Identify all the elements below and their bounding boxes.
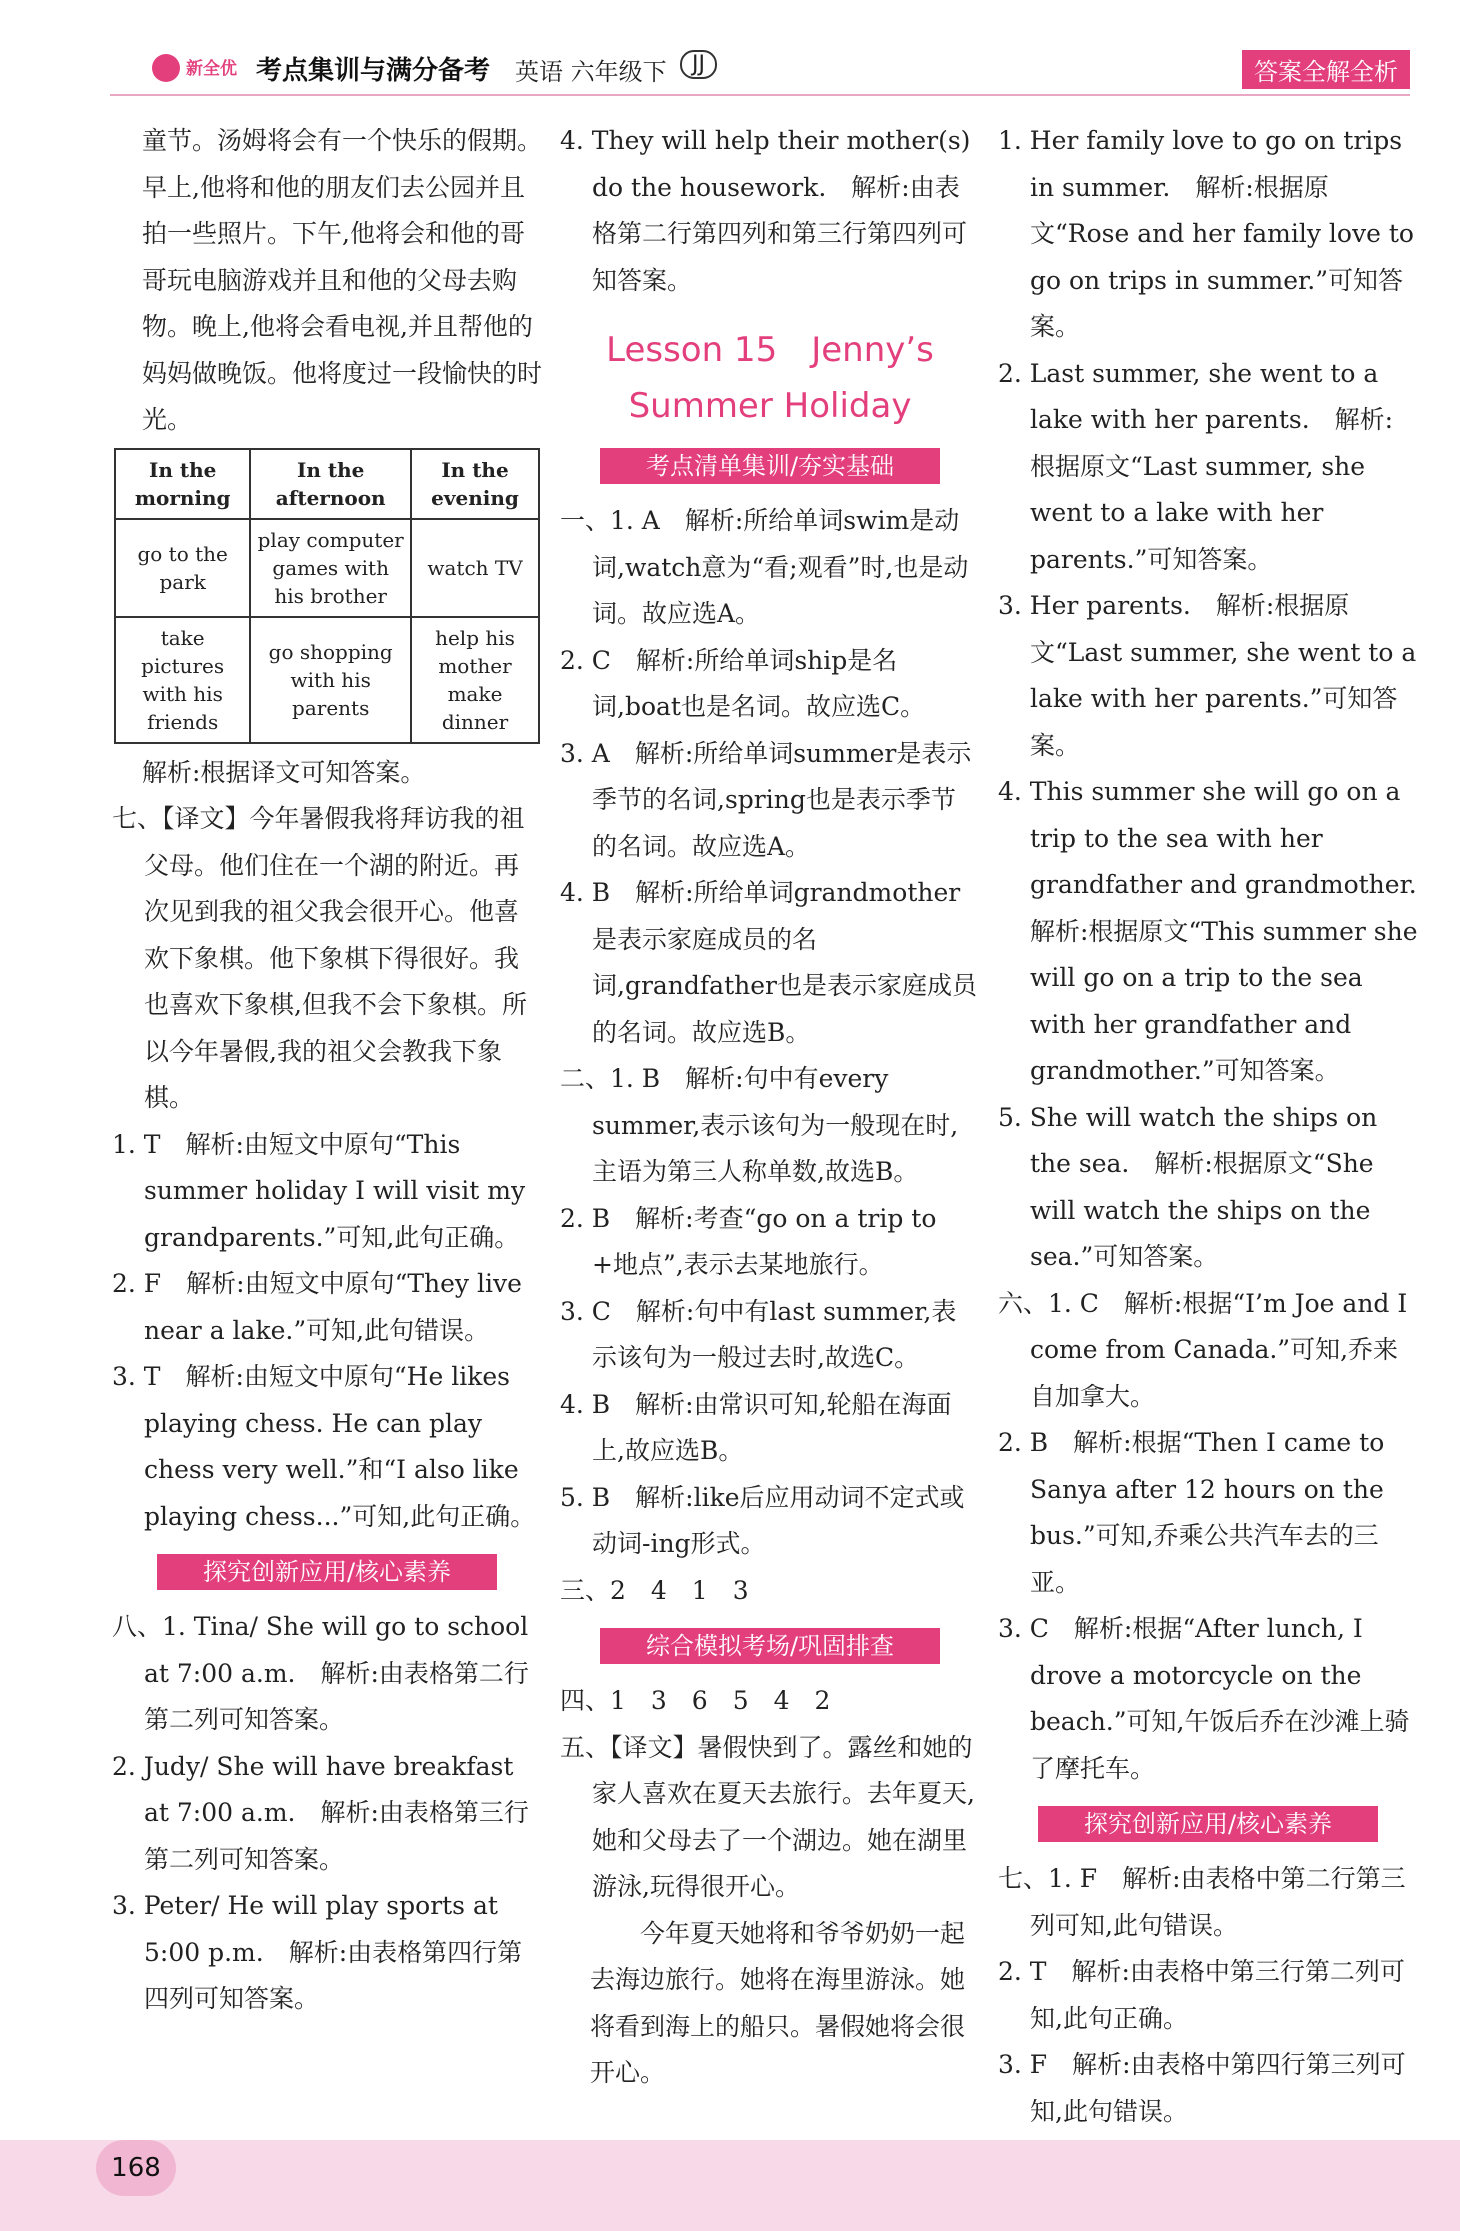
brand-logo-text: 新全优	[186, 59, 237, 79]
section-band: 探究创新应用/核心素养	[157, 1554, 497, 1590]
table-header-row	[115, 449, 539, 519]
page-number: 168	[96, 2140, 176, 2196]
answer-item: 三、2 4 1 3	[560, 1575, 749, 1605]
answer-item: 3. C 解析:句中有last summer,表示该句为一般过去时,故选C。	[560, 1296, 957, 1372]
answer-item: 二、1. B 解析:句中有every summer,表示该句为一般现在时,主语为第三人称单数,故选B。	[560, 1064, 959, 1186]
answer-item: 1. T 解析:由短文中原句“This summer holiday I will visit my grandparents.”可知,此句正确。	[112, 1129, 526, 1252]
footer-pattern	[0, 2140, 1460, 2231]
answer-item: 3. A 解析:所给单词summer是表示季节的名词,spring也是表示季节的名词。故应选A。	[560, 738, 972, 861]
section-band: 综合模拟考场/巩固排查	[600, 1628, 940, 1664]
answer-item: 3. F 解析:由表格中第四行第三列可知,此句错误。	[998, 2050, 1406, 2126]
table-row	[115, 519, 539, 617]
table-header-cell: In the afternoon	[250, 449, 411, 519]
answer-item: 2. T 解析:由表格中第三行第二列可知,此句正确。	[998, 1957, 1405, 2033]
translation-text: 五、【译文】暑假快到了。露丝和她的家人喜欢在夏天去旅行。去年夏天,她和父母去了一个湖边。她在湖里游泳,玩得很开心。	[560, 1732, 975, 1901]
answer-item: 3. C 解析:根据“After lunch, I drove a motorcycle on the beach.”可知,午饭后乔在沙滩上骑了摩托车。	[998, 1614, 1410, 1783]
answer-item: 3. Peter/ He will play sports at 5:00 p.m. 解析:由表格第四行第四列可知答案。	[112, 1891, 523, 2013]
lesson-title-line: Summer Holiday	[628, 386, 912, 426]
schedule-table	[114, 448, 540, 744]
table-cell: take pictures with his friends	[115, 617, 250, 743]
answer-item: 4. B 解析:所给单词grandmother是表示家庭成员的名词,grandfather也是表示家庭成员的名词。故应选B。	[560, 878, 977, 1047]
column-middle	[560, 118, 980, 2097]
edition-badge: JJ	[680, 50, 717, 79]
answer-item: 八、1. Tina/ She will go to school at 7:00 a.m. 解析:由表格第二行第二列可知答案。	[112, 1612, 529, 1734]
answer-section-tag: 答案全解全析	[1242, 50, 1410, 89]
answer-item: 2. Judy/ She will have breakfast at 7:00 a.m. 解析:由表格第三行第二列可知答案。	[112, 1751, 529, 1874]
answer-item: 2. F 解析:由短文中原句“They live near a lake.”可知,此句错误。	[112, 1269, 522, 1345]
answer-item: 4. They will help their mother(s) do the housework. 解析:由表格第二行第四列和第三行第四列可知答案。	[560, 126, 971, 295]
translation-text: 童节。汤姆将会有一个快乐的假期。早上,他将和他的朋友们去公园并且拍一些照片。下午,他将会和他的哥哥玩电脑游戏并且和他的父母去购物。晚上,他将会看电视,并且帮他的妈妈做晚饭。他将度过一段愉快的时光。	[142, 126, 543, 434]
section-band: 探究创新应用/核心素养	[1038, 1806, 1378, 1842]
answer-item: 2. C 解析:所给单词ship是名词,boat也是名词。故应选C。	[560, 645, 926, 721]
answer-item: 4. This summer she will go on a trip to the sea with her grandfather and grandmother. 解析:根据原文“This summer she will go on a trip to the sea with her grandfather and grandmother.”可知答案。	[998, 777, 1442, 1085]
table-cell: go shopping with his parents	[250, 617, 411, 743]
table-cell: help his mother make dinner	[411, 617, 539, 743]
answer-item: 四、1 3 6 5 4 2	[560, 1686, 831, 1715]
table-row	[115, 617, 539, 743]
answer-item: 一、1. A 解析:所给单词swim是动词,watch意为“看;观看”时,也是动词。故应选A。	[560, 506, 969, 628]
column-right	[998, 118, 1442, 2182]
table-header-cell: In the evening	[411, 449, 539, 519]
book-title: 考点集训与满分备考	[256, 56, 491, 86]
answer-item: 六、1. C 解析:根据“I’m Joe and I come from Canada.”可知,乔来自加拿大。	[998, 1288, 1408, 1411]
answer-item: 2. Last summer, she went to a lake with her parents. 解析:根据原文“Last summer, she went to a lake with her parents.”可知答案。	[998, 358, 1394, 574]
section-band: 考点清单集训/夯实基础	[600, 448, 940, 484]
answer-item: 5. She will watch the ships on the sea. 解析:根据原文“She will watch the ships on the sea.”可知答案。	[998, 1102, 1378, 1271]
table-cell: go to the park	[115, 519, 250, 617]
answer-item: 七、1. F 解析:由表格中第二行第三列可知,此句错误。	[998, 1864, 1406, 1940]
table-cell: watch TV	[411, 519, 539, 617]
answer-item: 5. B 解析:like后应用动词不定式或动词-ing形式。	[560, 1482, 965, 1558]
translation-text: 今年夏天她将和爷爷奶奶一起去海边旅行。她将在海里游泳。她将看到海上的船只。暑假她将会很开心。	[590, 1918, 966, 2087]
answer-item: 2. B 解析:考查“go on a trip to +地点”,表示去某地旅行。	[560, 1203, 937, 1279]
page-header	[110, 48, 1410, 100]
answer-item: 1. Her family love to go on trips in summer. 解析:根据原文“Rose and her family love to go on trips in summer.”可知答案。	[998, 126, 1414, 341]
q7-translation: 七、【译文】今年暑假我将拜访我的祖父母。他们住在一个湖的附近。再次见到我的祖父我会很开心。他喜欢下象棋。他下象棋下得很好。我也喜欢下象棋,但我不会下象棋。所以今年暑假,我的祖父会教我下象棋。	[112, 804, 527, 1112]
subject-grade: 英语 六年级下	[515, 58, 667, 86]
answer-item: 3. T 解析:由短文中原句“He likes playing chess. He can play chess very well.”和“I also like playing chess...”可知,此句正确。	[112, 1362, 536, 1531]
answer-item: 2. B 解析:根据“Then I came to Sanya after 12 hours on the bus.”可知,乔乘公共汽车去的三亚。	[998, 1428, 1385, 1597]
header-divider	[110, 94, 1410, 96]
brand-logo-icon	[152, 54, 180, 82]
answer-item: 4. B 解析:由常识可知,轮船在海面上,故应选B。	[560, 1389, 952, 1465]
lesson-title	[560, 322, 980, 434]
table-header-cell: In the morning	[115, 449, 250, 519]
lesson-title-line: Lesson 15 Jenny’s	[606, 330, 934, 370]
table-note: 解析:根据译文可知答案。	[142, 757, 426, 787]
answer-item: 3. Her parents. 解析:根据原文“Last summer, she went to a lake with her parents.”可知答案。	[998, 591, 1417, 760]
table-cell: play computer games with his brother	[250, 519, 411, 617]
column-left	[112, 118, 542, 2023]
